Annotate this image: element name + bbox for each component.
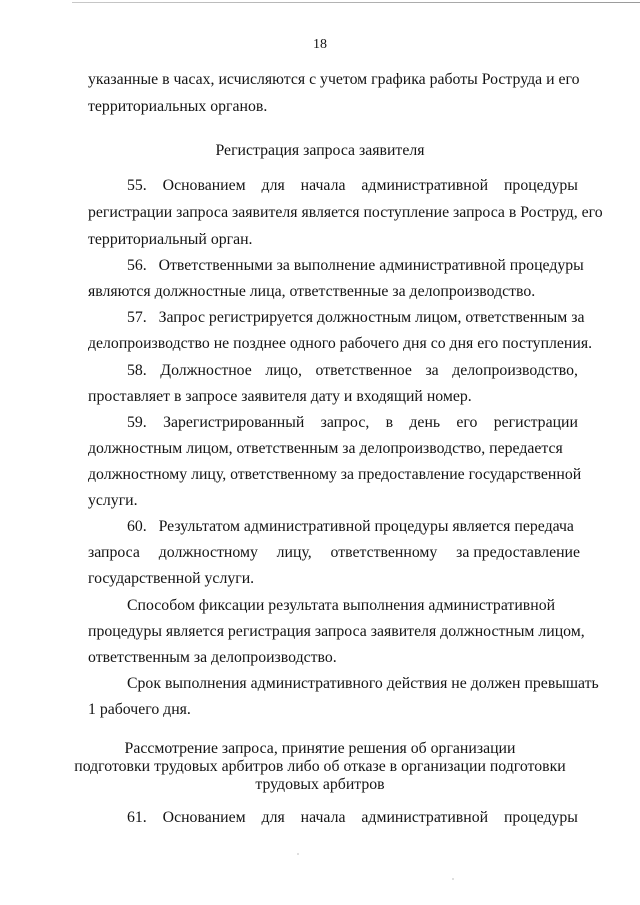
paragraph-59-line-4: услуги. — [88, 492, 138, 509]
continuation-line-2: территориальных органов. — [88, 98, 268, 115]
scan-speck — [297, 853, 299, 855]
section-heading-registration: Регистрация запроса заявителя — [215, 142, 425, 159]
fixation-line-2: процедуры является регистрация запроса заявителя должностным лицом, — [88, 623, 585, 640]
continuation-line-1: указанные в часах, исчисляются с учетом графика работы Роструда и его — [88, 71, 580, 88]
section-heading-review-line-1: Рассмотрение запроса, принятие решения об организации — [124, 740, 516, 757]
paragraph-58-line-1: 58. Должностное лицо, ответственное за делопроизводство, — [127, 362, 578, 379]
paragraph-55-line-3: территориальный орган. — [88, 231, 253, 248]
page-number: 18 — [313, 37, 327, 52]
paragraph-55-line-2: регистрации запроса заявителя является поступление запроса в Роструд, его — [88, 204, 603, 221]
fixation-line-1: Способом фиксации результата выполнения административной — [127, 597, 556, 614]
deadline-line-1: Срок выполнения административного действия не должен превышать — [127, 675, 599, 692]
paragraph-56-line-2: являются должностные лица, ответственные за делопроизводство. — [88, 283, 536, 300]
paragraph-57-line-2: делопроизводство не позднее одного рабочего дня со дня его поступления. — [88, 335, 593, 352]
section-heading-review-line-3: трудовых арбитров — [255, 776, 385, 793]
paragraph-59-line-1: 59. Зарегистрированный запрос, в день его регистрации — [127, 414, 578, 431]
paragraph-56-line-1: 56. Ответственными за выполнение административной процедуры — [127, 257, 584, 274]
paragraph-57-line-1: 57. Запрос регистрируется должностным лицом, ответственным за — [127, 309, 585, 326]
paragraph-61-line-1: 61. Основанием для начала административной процедуры — [127, 809, 578, 826]
scan-top-edge — [72, 2, 640, 3]
paragraph-60-line-2: запроса должностному лицу, ответственному за предоставление — [88, 544, 580, 561]
paragraph-55-line-1: 55. Основанием для начала административной процедуры — [127, 177, 578, 194]
deadline-line-2: 1 рабочего дня. — [88, 701, 191, 718]
paragraph-59-line-3: должностному лицу, ответственному за предоставление государственной — [88, 466, 582, 483]
paragraph-58-line-2: проставляет в запросе заявителя дату и входящий номер. — [88, 388, 472, 405]
paragraph-60-line-3: государственной услуги. — [88, 570, 255, 587]
scan-speck — [452, 878, 454, 880]
fixation-line-3: ответственным за делопроизводство. — [88, 649, 337, 666]
paragraph-60-line-1: 60. Результатом административной процедуры является передача — [127, 518, 574, 535]
section-heading-review-line-2: подготовки трудовых арбитров либо об отказе в организации подготовки — [74, 758, 566, 775]
paragraph-59-line-2: должностным лицом, ответственным за делопроизводство, передается — [88, 440, 563, 457]
